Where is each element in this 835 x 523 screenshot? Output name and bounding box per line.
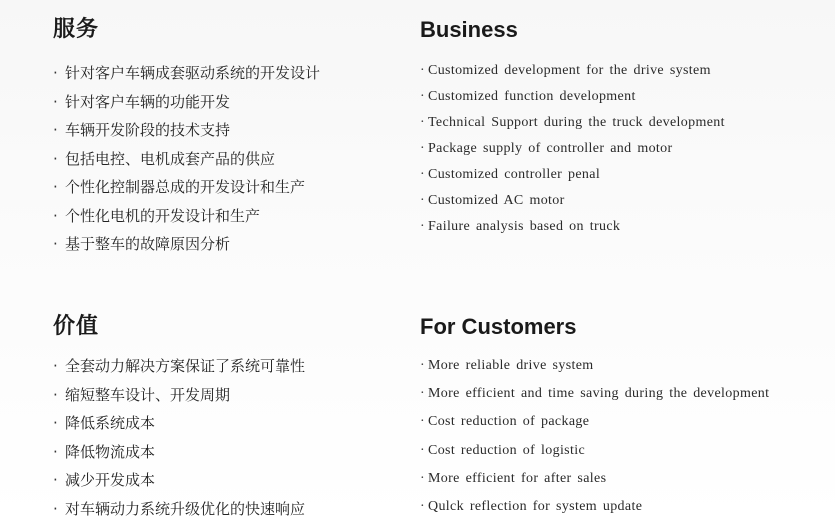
business-section-cn [53,19,320,259]
list-item [53,466,305,495]
list-item [53,409,305,438]
list-item [420,58,725,84]
business-list-cn [53,59,320,259]
list-item [53,381,305,410]
bullet: · [53,178,58,196]
bullet: · [420,193,426,208]
list-item-text: 降低物流成本 [65,442,156,461]
bullet: · [420,358,426,373]
list-item [420,352,769,380]
value-list-en [420,352,769,521]
list-item [420,162,725,188]
list-item [53,202,320,231]
value-section-en [420,316,769,521]
list-item-text: Customized development for the drive system [428,63,711,78]
bullet: · [420,499,426,515]
bullet: · [420,414,426,430]
list-item [53,438,305,467]
list-item-text: 车辆开发阶段的技术支持 [65,121,231,139]
list-item [53,173,320,202]
list-item-text: More efficient and time saving during the development [428,386,770,402]
bullet: · [53,471,58,489]
bullet: · [53,414,58,432]
list-item-text: 基于整车的故障原因分析 [65,235,231,253]
list-item [420,136,725,162]
list-item [53,145,320,174]
list-item [420,214,725,240]
bullet: · [420,386,426,402]
bullet: · [53,442,58,461]
list-item [420,408,769,436]
list-item-text: 个性化电机的开发设计和生产 [65,206,261,225]
list-item-text: More reliable drive system [428,358,594,373]
bullet: · [53,121,58,139]
list-item-text: More efficient for after sales [428,470,607,486]
bullet: · [420,141,426,156]
list-item-text: Customized controller penal [428,167,601,182]
bullet: · [420,470,426,486]
business-list-en [420,58,725,240]
value-list-cn [53,352,305,523]
bullet: · [420,167,426,182]
bullet: · [53,64,58,82]
list-item-text: 针对客户车辆的功能开发 [65,92,231,111]
list-item-text: Failure analysis based on truck [428,219,621,234]
list-item [53,59,320,88]
list-item [420,84,725,110]
value-title-en: For Customers [420,314,577,339]
value-title-cn: 价值 [53,314,100,339]
list-item-text: Cost reduction of package [428,414,590,430]
list-item [420,437,769,465]
list-item-text: 全套动力解决方案保证了系统可靠性 [65,357,306,375]
bullet: · [53,235,58,253]
list-item [53,230,320,259]
bullet: · [420,63,426,78]
list-item [53,495,305,523]
business-section-en [420,19,725,240]
list-item [420,380,769,408]
list-item-text: 个性化控制器总成的开发设计和生产 [65,178,306,196]
list-item-text: 降低系统成本 [65,414,156,432]
list-item-text: 对车辆动力系统升级优化的快速响应 [65,499,306,518]
bullet: · [420,219,426,234]
list-item [53,352,305,381]
list-item-text: Technical Support during the truck development [428,115,725,130]
bullet: · [420,442,426,458]
list-item [53,88,320,117]
list-item [420,188,725,214]
bullet: · [53,149,58,168]
list-item-text: Customized AC motor [428,193,565,208]
list-item [53,116,320,145]
business-title-cn: 服务 [53,17,100,42]
value-section-cn [53,316,305,523]
bullet: · [53,357,58,375]
list-item-text: Cost reduction of logistic [428,442,586,458]
bullet: · [420,115,426,130]
list-item-text: 包括电控、电机成套产品的供应 [65,149,276,168]
list-item [420,493,769,521]
bullet: · [53,385,58,404]
bullet: · [420,89,426,104]
list-item-text: 减少开发成本 [65,471,156,489]
list-item-text: Qulck reflection for system update [428,499,643,515]
list-item-text: Package supply of controller and motor [428,141,673,156]
bullet: · [53,92,58,111]
bullet: · [53,206,58,225]
bullet: · [53,499,58,518]
list-item-text: 缩短整车设计、开发周期 [65,385,231,404]
list-item [420,465,769,493]
list-item [420,110,725,136]
list-item-text: Customized function development [428,89,636,104]
list-item-text: 针对客户车辆成套驱动系统的开发设计 [65,64,321,82]
business-title-en: Business [420,17,518,42]
